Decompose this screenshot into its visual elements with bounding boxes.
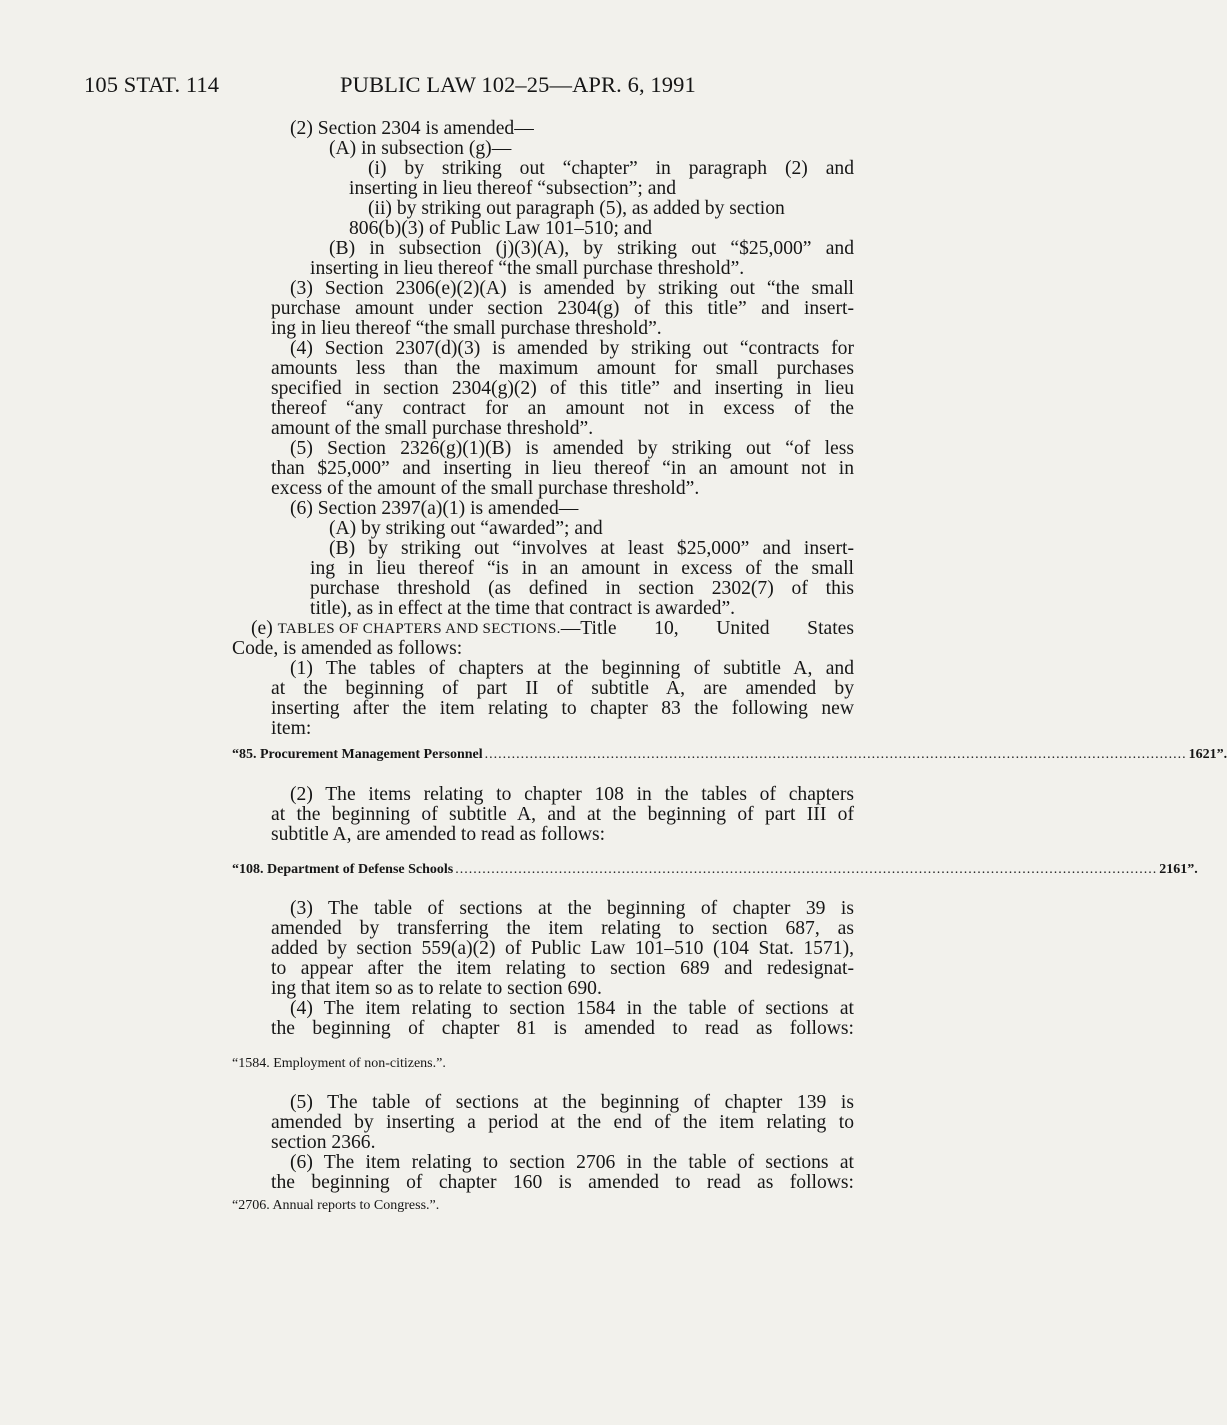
body-line: (ii) by striking out paragraph (5), as added by section <box>368 198 785 219</box>
toc-label: “108. Department of Defense Schools <box>232 862 454 877</box>
body-line: amended by transferring the item relating to section 687, as <box>271 918 854 939</box>
body-line: ing in lieu thereof “is in an amount in excess of the small <box>310 558 854 579</box>
subsection-e-heading: TABLES OF CHAPTERS AND SECTIONS. <box>277 621 561 637</box>
body-line: section 2366. <box>271 1132 376 1153</box>
body-line: (B) in subsection (j)(3)(A), by striking out “$25,000” and <box>329 238 854 259</box>
body-line: subtitle A, are amended to read as follows: <box>271 824 606 845</box>
body-line: (4) The item relating to section 1584 in the table of sections at <box>290 998 854 1019</box>
body-line: to appear after the item relating to section 689 and redesignat- <box>271 958 854 979</box>
toc-page: 1621”. <box>1188 747 1227 762</box>
body-line: (B) by striking out “involves at least $25,000” and insert- <box>329 538 854 559</box>
body-line: excess of the amount of the small purchase threshold”. <box>271 478 700 499</box>
subsection-e-heading-line <box>251 618 854 640</box>
body-line: (4) Section 2307(d)(3) is amended by striking out “contracts for <box>290 338 854 359</box>
body-line: 806(b)(3) of Public Law 101–510; and <box>349 218 653 239</box>
leader-dots: ............................................................................................................................................................ <box>484 747 1187 762</box>
body-line: at the beginning of subtitle A, and at the beginning of part III of <box>271 804 854 825</box>
running-head: PUBLIC LAW 102–25—APR. 6, 1991 <box>340 72 696 97</box>
body-line: (5) The table of sections at the beginning of chapter 139 is <box>290 1092 854 1113</box>
body-line: (1) The tables of chapters at the beginning of subtitle A, and <box>290 658 854 679</box>
body-line: (A) in subsection (g)— <box>329 138 512 159</box>
body-line: item: <box>271 718 312 739</box>
toc-entry-chapter-108 <box>232 862 1198 878</box>
body-line: amended by inserting a period at the end of the item relating to <box>271 1112 854 1133</box>
section-item-2706: “2706. Annual reports to Congress.”. <box>232 1198 440 1213</box>
body-line: the beginning of chapter 81 is amended to read as follows: <box>271 1018 854 1039</box>
body-line: (5) Section 2326(g)(1)(B) is amended by striking out “of less <box>290 438 854 459</box>
subsection-e-rest: —Title 10, United States <box>560 618 854 639</box>
body-line: at the beginning of part II of subtitle A, are amended by <box>271 678 854 699</box>
body-line: Code, is amended as follows: <box>232 638 463 659</box>
toc-page: 2161”. <box>1159 862 1198 877</box>
leader-dots: ............................................................................................................................................................ <box>455 862 1158 877</box>
body-line: specified in section 2304(g)(2) of this title” and inserting in lieu <box>271 378 854 399</box>
body-line: (6) Section 2397(a)(1) is amended— <box>290 498 579 519</box>
body-line: amounts less than the maximum amount for small purchases <box>271 358 854 379</box>
body-line: purchase amount under section 2304(g) of this title” and insert- <box>271 298 854 319</box>
body-line: than $25,000” and inserting in lieu thereof “in an amount not in <box>271 458 854 479</box>
body-line: (2) The items relating to chapter 108 in the tables of chapters <box>290 784 854 805</box>
body-line: (6) The item relating to section 2706 in the table of sections at <box>290 1152 854 1173</box>
body-line: the beginning of chapter 160 is amended to read as follows: <box>271 1172 854 1193</box>
body-line: ing that item so as to relate to section 690. <box>271 978 602 999</box>
toc-entry-chapter-85 <box>232 747 1227 763</box>
body-line: (A) by striking out “awarded”; and <box>329 518 603 539</box>
body-line: (2) Section 2304 is amended— <box>290 118 534 139</box>
body-line: ing in lieu thereof “the small purchase threshold”. <box>271 318 662 339</box>
body-line: inserting after the item relating to chapter 83 the following new <box>271 698 854 719</box>
body-line: title), as in effect at the time that contract is awarded”. <box>310 598 736 619</box>
body-line: inserting in lieu thereof “subsection”; and <box>349 178 677 199</box>
body-line: added by section 559(a)(2) of Public Law 101–510 (104 Stat. 1571), <box>271 938 854 959</box>
body-line: (i) by striking out “chapter” in paragraph (2) and <box>368 158 854 179</box>
page-reference: 105 STAT. 114 <box>84 72 220 97</box>
body-line: (3) Section 2306(e)(2)(A) is amended by striking out “the small <box>290 278 854 299</box>
body-line: amount of the small purchase threshold”. <box>271 418 594 439</box>
body-line: thereof “any contract for an amount not in excess of the <box>271 398 854 419</box>
body-line: (3) The table of sections at the beginning of chapter 39 is <box>290 898 854 919</box>
body-line: purchase threshold (as defined in section 2302(7) of this <box>310 578 854 599</box>
subsection-e-prefix: (e) <box>251 618 278 639</box>
body-line: inserting in lieu thereof “the small purchase threshold”. <box>310 258 745 279</box>
toc-label: “85. Procurement Management Personnel <box>232 747 483 762</box>
section-item-1584: “1584. Employment of non-citizens.”. <box>232 1056 446 1071</box>
